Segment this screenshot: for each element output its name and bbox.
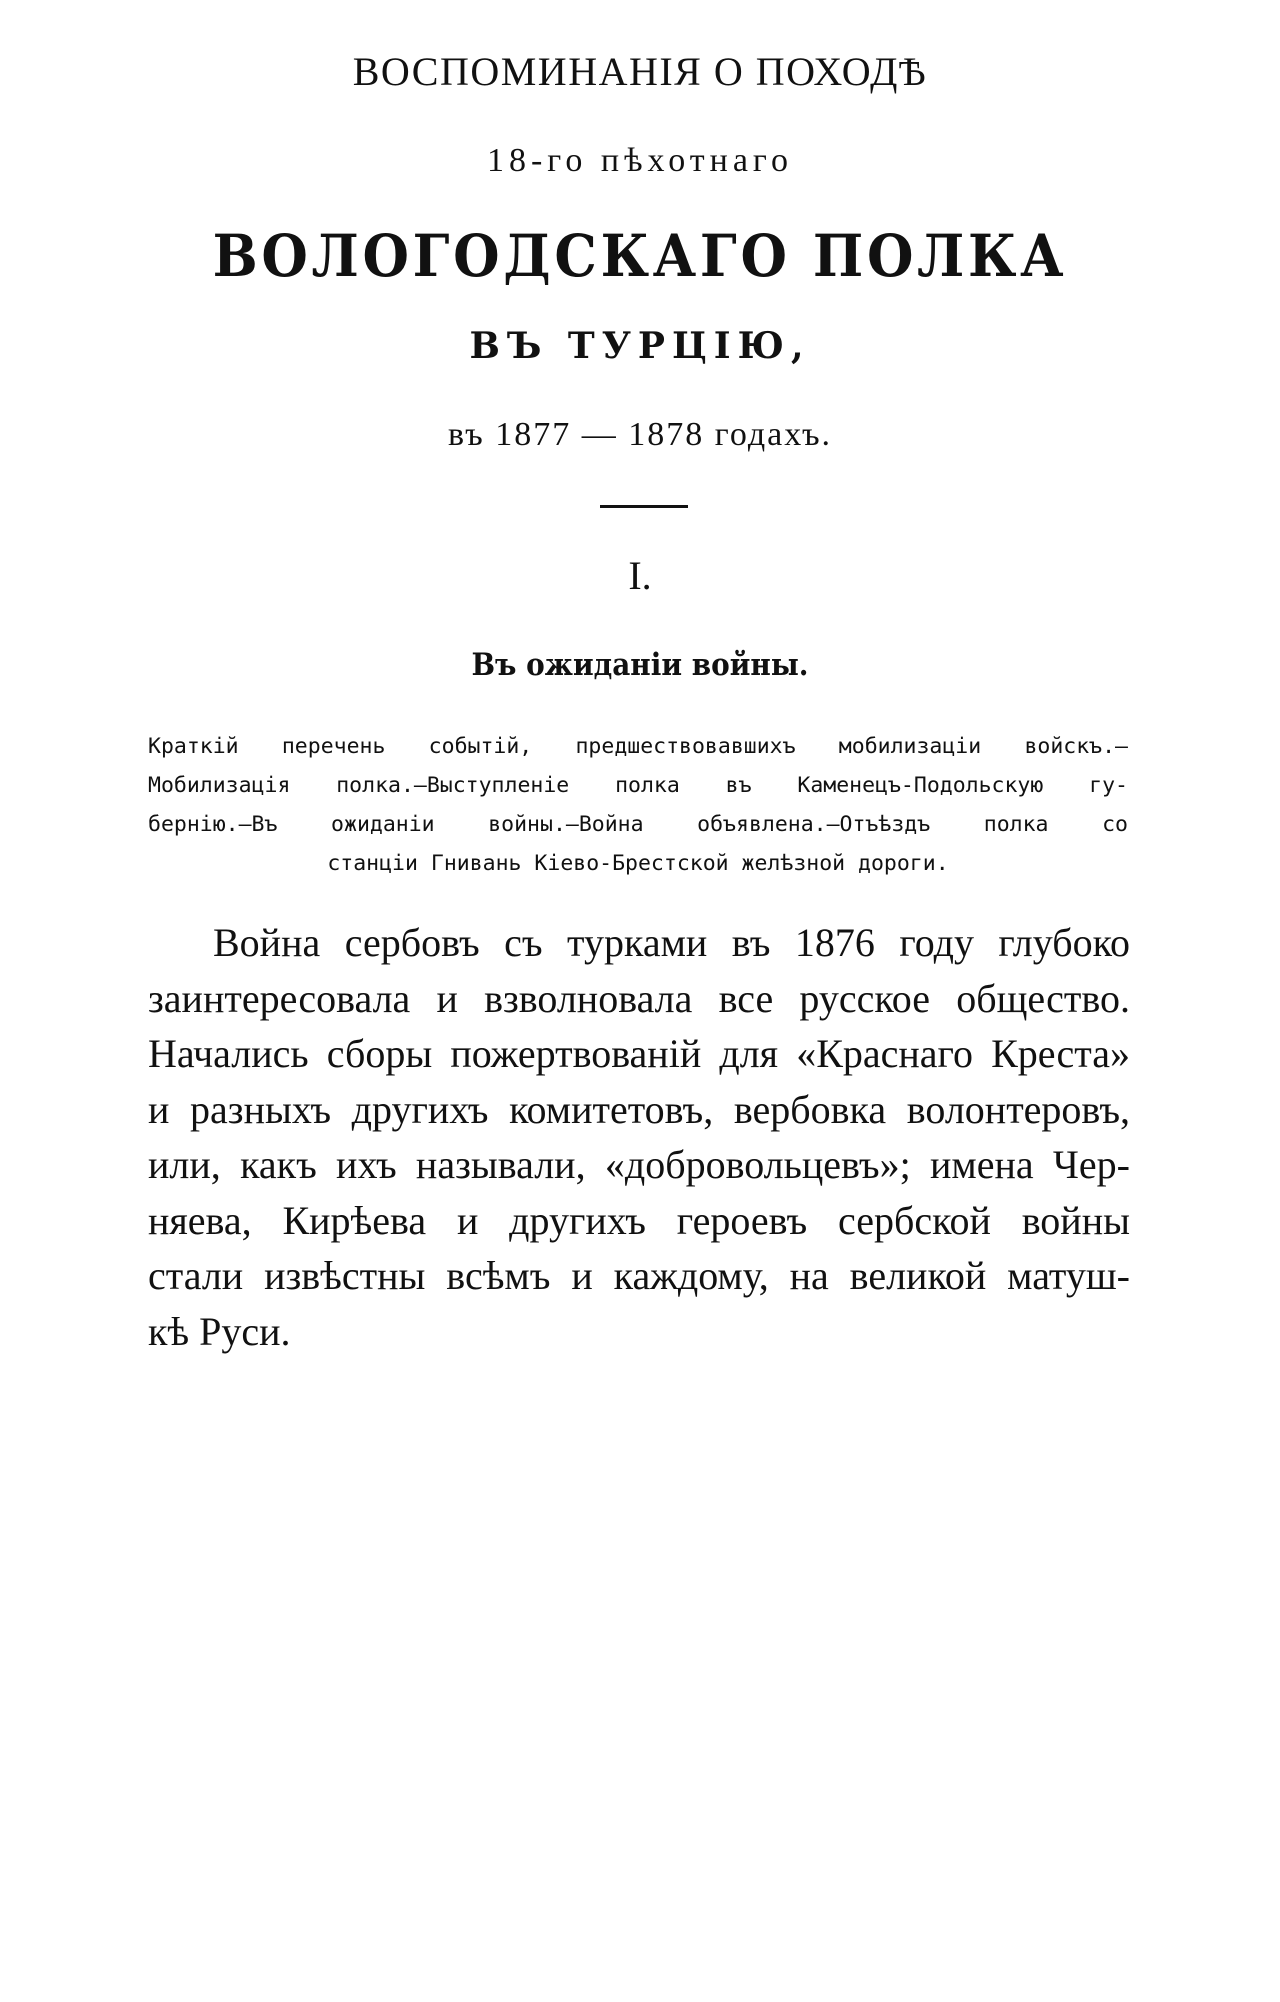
summary-line: бернію.—Въ ожиданіи войны.—Война объявлена.—Отъѣздъ полка со [148, 812, 1128, 837]
body-line: Начались сборы пожертвованій для «Краснаго Креста» [148, 1031, 1130, 1076]
summary-line: Мобилизація полка.—Выступленіе полка въ Каменецъ-Подольскую гу- [148, 773, 1128, 798]
body-line: или, какъ ихъ называли, «добровольцевъ»; имена Чер- [148, 1142, 1130, 1187]
title-line-regiment-name: ВОЛОГОДСКАГО ПОЛКА [212, 222, 1068, 290]
title-line-destination: ВЪ ТУРЦІЮ, [469, 325, 811, 367]
summary-line: Краткій перечень событій, предшествовавшихъ мобилизаціи войскъ.— [148, 734, 1128, 759]
body-line: стали извѣстны всѣмъ и каждому, на великой матуш- [148, 1253, 1130, 1298]
title-line-years: въ 1877 — 1878 годахъ. [447, 416, 833, 453]
chapter-numeral: I. [628, 553, 652, 598]
chapter-summary [148, 727, 1128, 883]
title-line-regiment-number: 18-го пѣхотнаго [486, 142, 794, 179]
title-divider [600, 505, 688, 508]
body-line: заинтересовала и взволновала все русское общество. [148, 975, 1130, 1021]
body-line: и разныхъ другихъ комитетовъ, вербовка волонтеровъ, [148, 1086, 1130, 1132]
body-paragraph [148, 915, 1130, 1359]
title-line-memoirs: ВОСПОМИНАНІЯ О ПОХОДѢ [352, 49, 928, 94]
summary-line: станціи Гнивань Кіево-Брестской желѣзной дороги. [327, 851, 949, 876]
chapter-title: Въ ожиданіи войны. [471, 647, 809, 683]
body-line: Война сербовъ съ турками въ 1876 году глубоко [213, 920, 1130, 965]
body-line: кѣ Руси. [148, 1308, 291, 1354]
body-line: няева, Кирѣева и другихъ героевъ сербской войны [148, 1197, 1130, 1243]
